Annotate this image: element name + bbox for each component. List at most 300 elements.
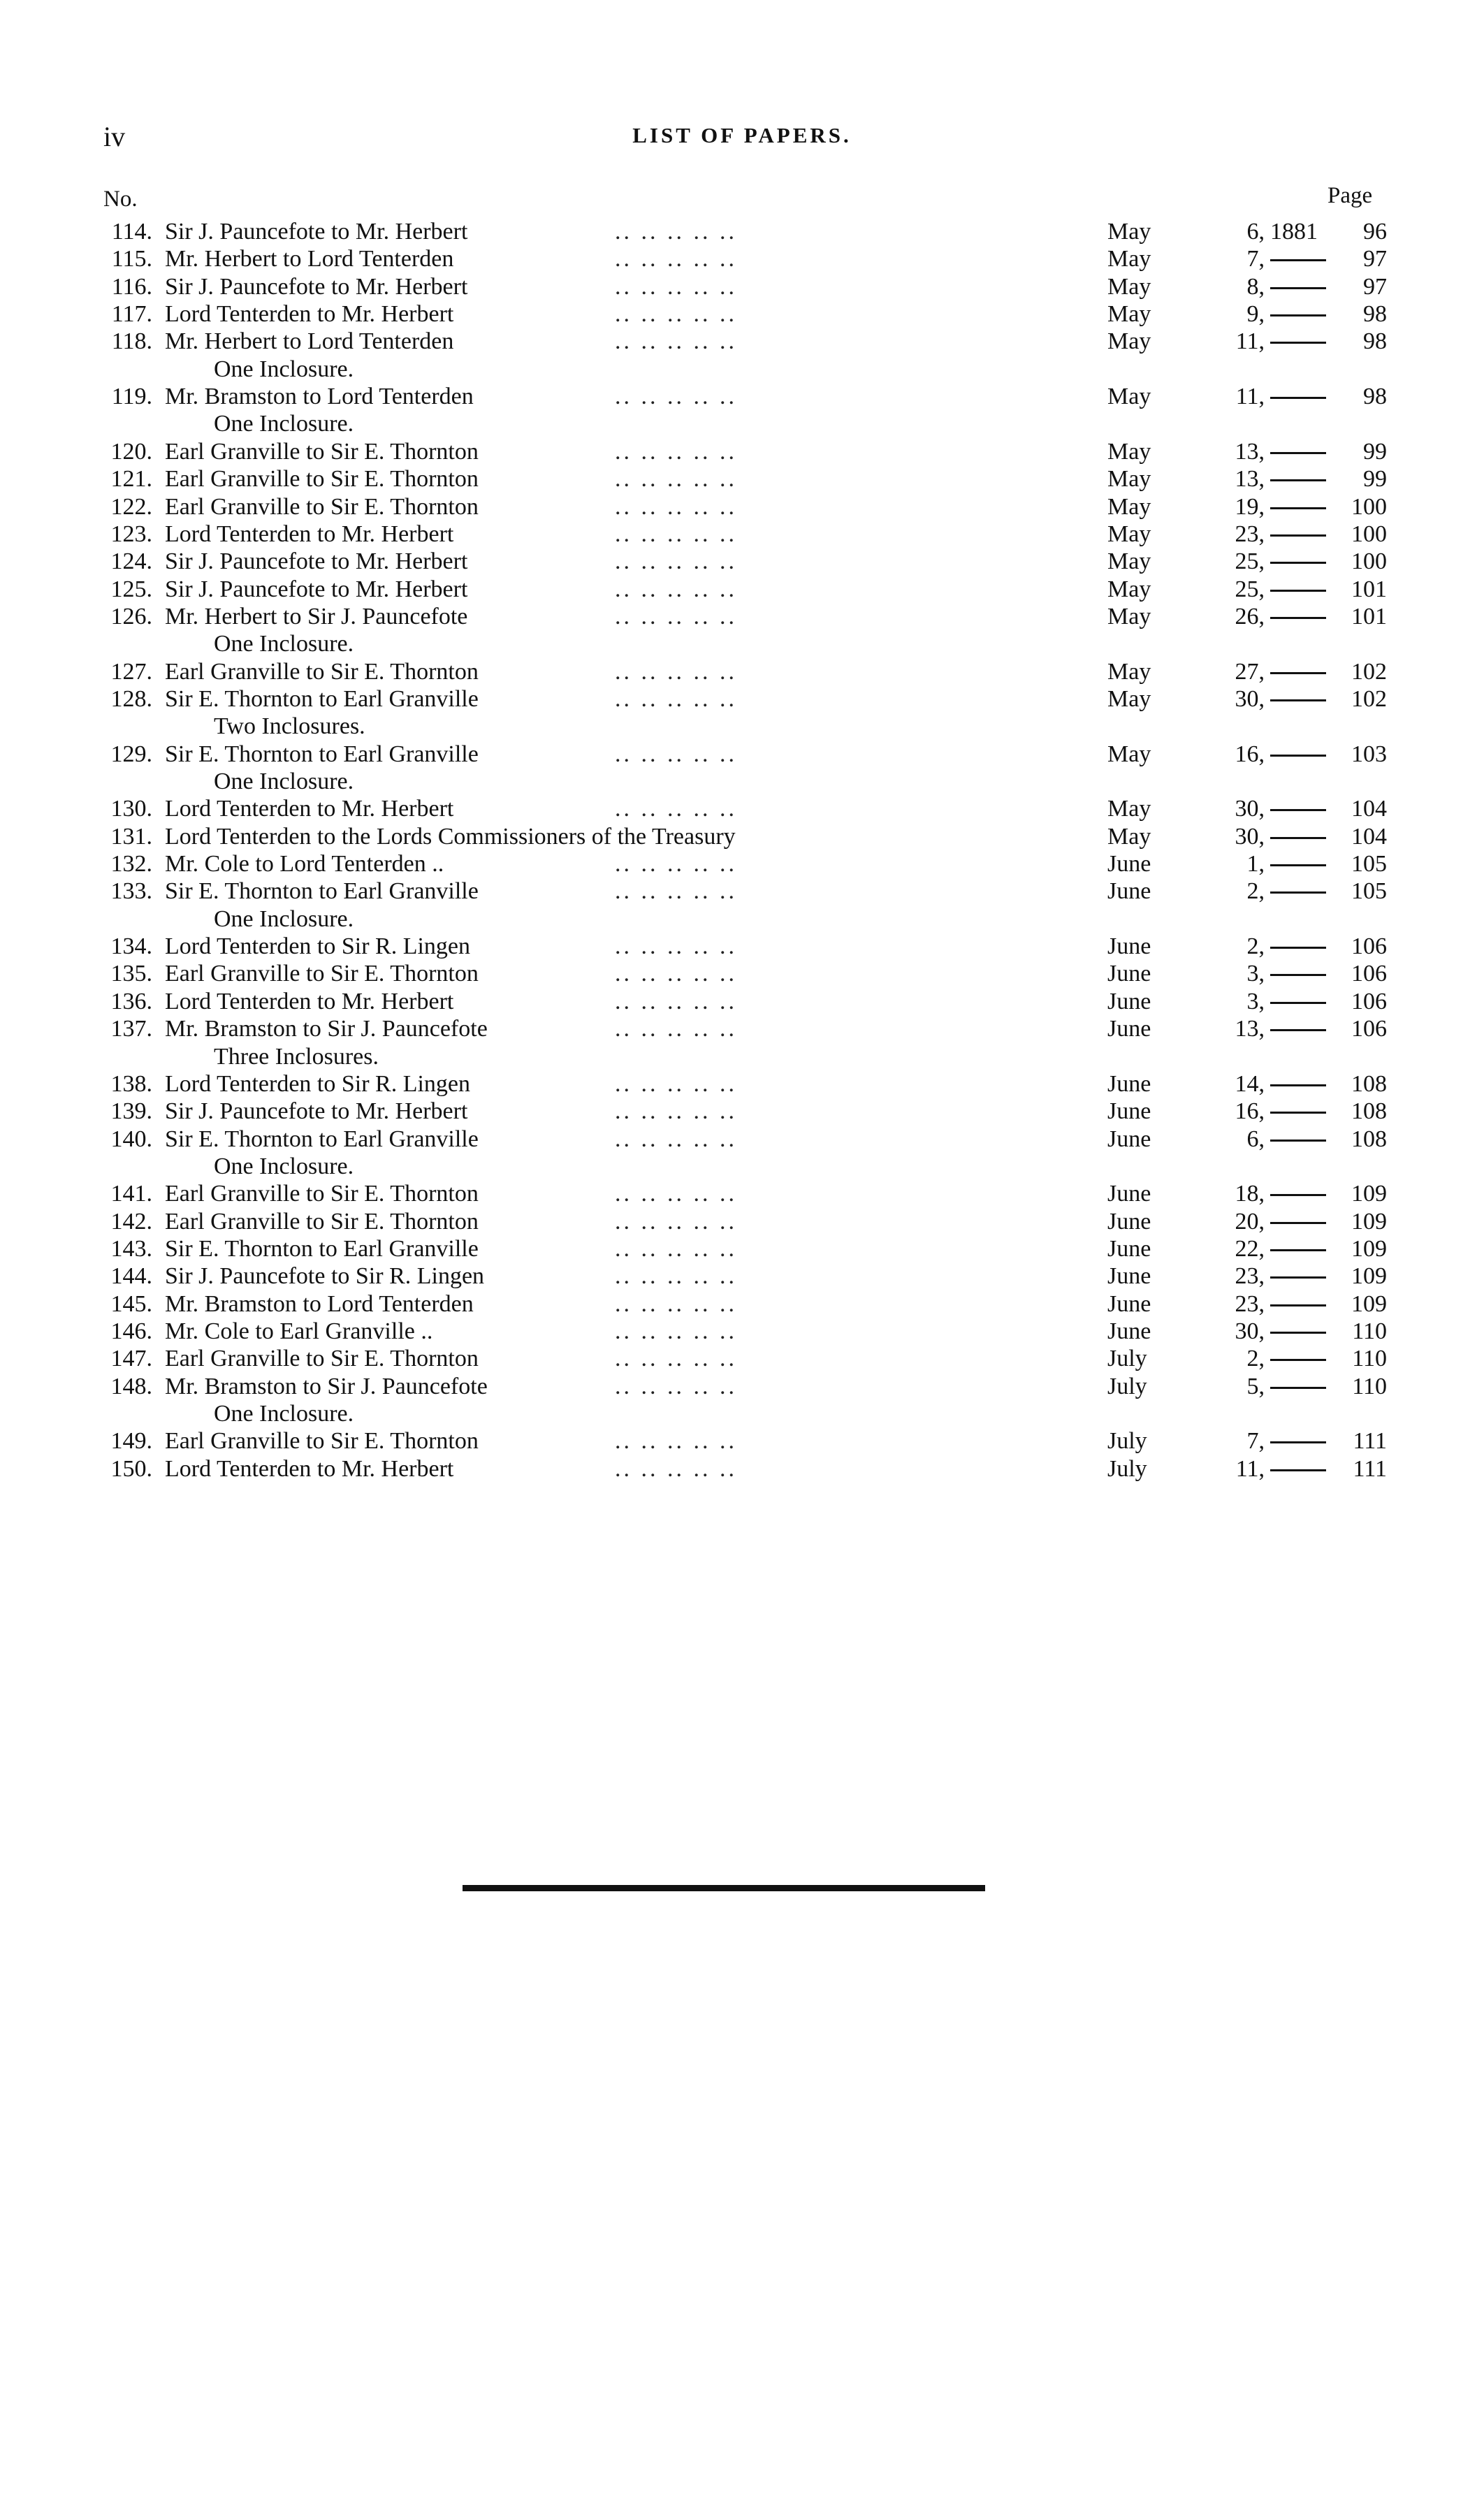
list-item [0,548,1484,576]
ditto-dash [1270,479,1326,481]
leader-dots: .. .. .. .. .. [615,438,737,465]
list-item [0,300,1484,328]
inclosure-text: One Inclosure. [214,1401,354,1427]
leader-dots: .. .. .. .. .. [615,1373,737,1399]
inclosure-note [0,1153,1484,1181]
entry-description: Lord Tenterden to Sir R. Lingen [165,1070,471,1097]
entry-description: Sir J. Pauncefote to Mr. Herbert [165,273,468,300]
entry-number: 134. [110,933,152,960]
entry-page: 99 [1363,438,1387,465]
leader-dots: .. .. .. .. .. [615,246,737,272]
entry-month: May [1107,685,1151,712]
ditto-dash [1270,617,1326,619]
leader-dots: .. .. .. .. .. [615,328,737,355]
entry-month: July [1107,1373,1147,1399]
leader-dots: .. .. .. .. .. [615,273,737,300]
page-title: LIST OF PAPERS. [632,123,852,147]
leader-dots: .. .. .. .. .. [615,961,737,987]
entry-number: 141. [110,1181,152,1207]
leader-dots: .. .. .. .. .. [615,1016,737,1042]
ditto-dash [1270,699,1326,701]
entry-day: 25, [1235,548,1265,575]
entry-page: 110 [1352,1346,1387,1372]
ditto-dash [1270,1387,1326,1389]
ditto-dash [1270,672,1326,674]
entry-month: June [1107,988,1151,1014]
leader-dots: .. .. .. .. .. [615,1263,737,1290]
list-item [0,960,1484,988]
entry-page: 108 [1351,1098,1387,1125]
entry-page: 110 [1352,1318,1387,1344]
entry-month: May [1107,548,1151,575]
inclosure-text: One Inclosure. [214,411,354,437]
ditto-dash [1270,314,1326,316]
entry-number: 143. [110,1235,152,1262]
entry-number: 150. [110,1455,152,1482]
entry-number: 123. [110,520,152,547]
entry-day: 19, [1235,493,1265,520]
entry-month: June [1107,1208,1151,1235]
list-item [0,1015,1484,1043]
entry-page: 108 [1351,1126,1387,1152]
entry-month: June [1107,1263,1151,1290]
ditto-dash [1270,534,1326,537]
entry-year: 1881 [1270,219,1318,245]
inclosure-text: One Inclosure. [214,905,354,932]
entry-month: May [1107,493,1151,520]
entry-page: 111 [1353,1455,1387,1482]
leader-dots: .. .. .. .. .. [615,878,737,905]
ditto-dash [1270,947,1326,949]
entry-page: 109 [1351,1208,1387,1235]
entry-page: 101 [1351,576,1387,602]
leader-dots: .. .. .. .. .. [615,301,737,328]
entry-page: 106 [1351,988,1387,1014]
entry-page: 102 [1351,658,1387,685]
entry-day: 14, [1235,1070,1265,1097]
inclosure-text: Two Inclosures. [214,713,365,740]
entry-number: 144. [110,1263,152,1290]
ditto-dash [1270,1029,1326,1031]
entry-description: Mr. Bramston to Sir J. Pauncefote [165,1373,488,1399]
leader-dots: .. .. .. .. .. [615,1428,737,1455]
ditto-dash [1270,507,1326,509]
entry-day: 8, [1246,273,1265,300]
entry-number: 137. [110,1016,152,1042]
ditto-dash [1270,1194,1326,1196]
entry-month: June [1107,1181,1151,1207]
list-item [0,1126,1484,1153]
ditto-dash [1270,1222,1326,1224]
entry-month: May [1107,741,1151,767]
entry-month: May [1107,219,1151,245]
entry-day: 18, [1235,1181,1265,1207]
leader-dots: .. .. .. .. .. [615,1181,737,1207]
list-item [0,823,1484,851]
entry-description: Sir J. Pauncefote to Mr. Herbert [165,219,468,245]
entry-day: 7, [1246,1428,1265,1455]
list-item [0,1180,1484,1208]
entry-month: May [1107,823,1151,850]
list-item [0,933,1484,961]
entry-day: 11, [1235,1455,1265,1482]
entry-month: May [1107,438,1151,465]
entry-number: 148. [110,1373,152,1399]
entry-number: 146. [110,1318,152,1344]
inclosure-note [0,768,1484,796]
inclosure-note [0,1043,1484,1071]
column-header-page: Page [1327,183,1373,208]
entry-number: 145. [110,1290,152,1317]
entry-number: 133. [110,878,152,905]
entry-number: 119. [111,384,152,410]
entry-month: May [1107,796,1151,822]
leader-dots: .. .. .. .. .. [615,933,737,960]
leader-dots: .. .. .. .. .. [615,1455,737,1482]
entry-number: 126. [110,603,152,629]
list-item [0,988,1484,1016]
entry-number: 116. [111,273,152,300]
entry-day: 22, [1235,1235,1265,1262]
entry-day: 25, [1235,576,1265,602]
entry-description: Lord Tenterden to Mr. Herbert [165,1455,454,1482]
entry-page: 97 [1363,246,1387,272]
entry-day: 3, [1246,961,1265,987]
ditto-dash [1270,1084,1326,1086]
entry-description: Mr. Bramston to Sir J. Pauncefote [165,1016,488,1042]
ditto-dash [1270,452,1326,454]
entry-month: June [1107,1290,1151,1317]
entry-day: 13, [1235,438,1265,465]
entry-description: Sir J. Pauncefote to Mr. Herbert [165,548,468,575]
entry-page: 102 [1351,685,1387,712]
entry-number: 139. [110,1098,152,1125]
entry-day: 30, [1235,1318,1265,1344]
entry-page: 103 [1351,741,1387,767]
entry-description: Earl Granville to Sir E. Thornton [165,1208,479,1235]
entry-month: May [1107,658,1151,685]
entry-page: 111 [1353,1428,1387,1455]
list-item [0,328,1484,356]
ditto-dash [1270,974,1326,976]
entry-description: Earl Granville to Sir E. Thornton [165,1346,479,1372]
ditto-dash [1270,1441,1326,1443]
list-item [0,1290,1484,1318]
entry-description: Sir J. Pauncefote to Mr. Herbert [165,576,468,602]
entry-day: 2, [1246,933,1265,960]
ditto-dash [1270,590,1326,592]
inclosure-text: One Inclosure. [214,1153,354,1179]
ditto-dash [1270,562,1326,564]
entry-description: Mr. Herbert to Sir J. Pauncefote [165,603,468,629]
entry-page: 105 [1351,878,1387,905]
entry-month: May [1107,301,1151,328]
entry-description: Earl Granville to Sir E. Thornton [165,961,479,987]
entry-day: 26, [1235,603,1265,629]
list-item [0,795,1484,823]
list-item [0,576,1484,604]
ditto-dash [1270,837,1326,839]
ditto-dash [1270,342,1326,344]
entry-month: July [1107,1428,1147,1455]
entry-month: May [1107,466,1151,493]
entry-day: 6, [1246,219,1265,245]
entry-description: Earl Granville to Sir E. Thornton [165,1181,479,1207]
list-item [0,493,1484,521]
closing-rule [463,1885,985,1891]
ditto-dash [1270,891,1326,894]
ditto-dash [1270,1359,1326,1361]
leader-dots: .. .. .. .. .. [615,219,737,245]
list-item [0,1098,1484,1126]
entry-number: 136. [110,988,152,1014]
entry-month: May [1107,273,1151,300]
list-item [0,1318,1484,1346]
inclosure-text: One Inclosure. [214,631,354,657]
entry-number: 147. [110,1346,152,1372]
list-item [0,1455,1484,1483]
leader-dots: .. .. .. .. .. [615,851,737,878]
entry-description: Sir E. Thornton to Earl Granville [165,1126,479,1152]
entry-description: Mr. Bramston to Lord Tenterden [165,1290,474,1317]
entry-description: Sir E. Thornton to Earl Granville [165,685,479,712]
entry-number: 115. [111,246,152,272]
leader-dots: .. .. .. .. .. [615,493,737,520]
entry-page: 106 [1351,1016,1387,1042]
entry-month: May [1107,603,1151,629]
leader-dots: .. .. .. .. .. [615,603,737,629]
entry-number: 149. [110,1428,152,1455]
inclosure-text: Three Inclosures. [214,1043,379,1070]
entry-day: 30, [1235,796,1265,822]
ditto-dash [1270,1469,1326,1471]
entry-description: Mr. Herbert to Lord Tenterden [165,246,454,272]
entry-month: June [1107,1235,1151,1262]
entry-day: 23, [1235,1263,1265,1290]
inclosure-text: One Inclosure. [214,356,354,382]
entry-description: Lord Tenterden to Mr. Herbert [165,988,454,1014]
entry-day: 2, [1246,1346,1265,1372]
list-item [0,465,1484,493]
entry-day: 5, [1246,1373,1265,1399]
entry-month: May [1107,328,1151,355]
entry-description: Sir E. Thornton to Earl Granville [165,878,479,905]
entry-month: June [1107,878,1151,905]
entry-number: 142. [110,1208,152,1235]
entry-page: 106 [1351,961,1387,987]
list-item [0,1070,1484,1098]
list-item [0,685,1484,713]
entry-page: 96 [1363,219,1387,245]
leader-dots: .. .. .. .. .. [615,1098,737,1125]
entry-month: June [1107,1318,1151,1344]
inclosure-text: One Inclosure. [214,769,354,794]
ditto-dash [1270,1304,1326,1306]
entry-number: 130. [110,796,152,822]
list-item [0,878,1484,905]
entry-day: 30, [1235,823,1265,850]
entry-page: 109 [1351,1235,1387,1262]
entry-day: 13, [1235,1016,1265,1042]
list-item [0,741,1484,769]
entry-day: 27, [1235,658,1265,685]
list-item [0,1235,1484,1263]
entry-page: 108 [1351,1070,1387,1097]
list-item [0,218,1484,246]
entry-description: Mr. Cole to Earl Granville .. [165,1318,433,1344]
leader-dots: .. .. .. .. .. [615,988,737,1014]
entry-number: 120. [110,438,152,465]
entry-page: 97 [1363,273,1387,300]
entry-day: 1, [1246,851,1265,878]
inclosure-note [0,713,1484,741]
inclosure-note [0,1400,1484,1428]
entry-page: 99 [1363,466,1387,493]
entry-number: 127. [110,658,152,685]
ditto-dash [1270,397,1326,399]
ditto-dash [1270,864,1326,866]
entry-description: Mr. Cole to Lord Tenterden .. [165,851,444,878]
entry-description: Earl Granville to Sir E. Thornton [165,1428,479,1455]
entry-day: 20, [1235,1208,1265,1235]
entry-page: 100 [1351,493,1387,520]
leader-dots: .. .. .. .. .. [615,685,737,712]
ditto-dash [1270,755,1326,757]
entry-day: 7, [1246,246,1265,272]
entry-page: 106 [1351,933,1387,960]
entry-number: 129. [110,741,152,767]
entry-day: 9, [1246,301,1265,328]
entry-number: 117. [111,301,152,328]
entry-page: 105 [1351,851,1387,878]
ditto-dash [1270,809,1326,811]
entry-month: May [1107,384,1151,410]
list-item [0,1345,1484,1373]
entry-day: 3, [1246,988,1265,1014]
list-item [0,1262,1484,1290]
leader-dots: .. .. .. .. .. [615,796,737,822]
entry-number: 140. [110,1126,152,1152]
entry-description: Mr. Herbert to Lord Tenterden [165,328,454,355]
leader-dots: .. .. .. .. .. [615,658,737,685]
entry-day: 11, [1235,384,1265,410]
entry-number: 122. [110,493,152,520]
inclosure-note [0,905,1484,933]
entry-page: 104 [1351,796,1387,822]
entry-page: 100 [1351,548,1387,575]
entry-page: 98 [1363,384,1387,410]
entry-month: May [1107,576,1151,602]
list-item [0,520,1484,548]
entry-number: 114. [111,219,152,245]
inclosure-note [0,356,1484,384]
entry-description: Earl Granville to Sir E. Thornton [165,658,479,685]
entry-number: 138. [110,1070,152,1097]
entry-number: 125. [110,576,152,602]
entry-description: Sir J. Pauncefote to Sir R. Lingen [165,1263,485,1290]
ditto-dash [1270,1112,1326,1114]
entry-day: 11, [1235,328,1265,355]
leader-dots: .. .. .. .. .. [615,1070,737,1097]
ditto-dash [1270,287,1326,289]
entry-month: May [1107,246,1151,272]
leader-dots: .. .. .. .. .. [615,1346,737,1372]
entry-month: June [1107,961,1151,987]
entry-description: Sir E. Thornton to Earl Granville [165,741,479,767]
entry-page: 110 [1352,1373,1387,1399]
leader-dots: .. .. .. .. .. [615,1235,737,1262]
entry-number: 121. [110,466,152,493]
entry-number: 135. [110,961,152,987]
entry-number: 118. [111,328,152,355]
leader-dots: .. .. .. .. .. [615,548,737,575]
ditto-dash [1270,1276,1326,1279]
entry-description: Sir J. Pauncefote to Mr. Herbert [165,1098,468,1125]
entry-month: June [1107,933,1151,960]
leader-dots: .. .. .. .. .. [615,384,737,410]
ditto-dash [1270,1332,1326,1334]
leader-dots: .. .. .. .. .. [615,1126,737,1152]
entry-page: 101 [1351,603,1387,629]
entry-page: 109 [1351,1290,1387,1317]
entry-number: 128. [110,685,152,712]
entry-description: Sir E. Thornton to Earl Granville [165,1235,479,1262]
entry-number: 124. [110,548,152,575]
list-item [0,273,1484,301]
entry-description: Lord Tenterden to Mr. Herbert [165,796,454,822]
entry-month: June [1107,1016,1151,1042]
entry-page: 109 [1351,1181,1387,1207]
leader-dots: .. .. .. .. .. [615,576,737,602]
entry-description: Earl Granville to Sir E. Thornton [165,466,479,493]
entry-month: June [1107,1098,1151,1125]
ditto-dash [1270,1140,1326,1142]
entry-day: 13, [1235,466,1265,493]
entry-month: July [1107,1346,1147,1372]
entry-page: 98 [1363,328,1387,355]
entry-month: May [1107,520,1151,547]
entry-number: 132. [110,851,152,878]
entry-month: July [1107,1455,1147,1482]
entry-month: June [1107,1126,1151,1152]
page-folio: iv [103,121,126,152]
leader-dots: .. .. .. .. .. [615,741,737,767]
entry-description: Earl Granville to Sir E. Thornton [165,493,479,520]
entry-page: 104 [1351,823,1387,850]
ditto-dash [1270,1002,1326,1004]
ditto-dash [1270,1249,1326,1251]
entry-description: Lord Tenterden to Mr. Herbert [165,301,454,328]
inclosure-note [0,630,1484,658]
entry-day: 16, [1235,741,1265,767]
list-item [0,1427,1484,1455]
list-item [0,850,1484,878]
entry-description: Earl Granville to Sir E. Thornton [165,438,479,465]
entry-description: Lord Tenterden to the Lords Commissioners of the Treasury [165,823,736,850]
entry-page: 100 [1351,520,1387,547]
leader-dots: .. .. .. .. .. [615,466,737,493]
list-item [0,438,1484,466]
leader-dots: .. .. .. .. .. [615,1290,737,1317]
entry-day: 30, [1235,685,1265,712]
entry-description: Mr. Bramston to Lord Tenterden [165,384,474,410]
entry-month: June [1107,1070,1151,1097]
column-header-number: No. [103,187,138,212]
entry-day: 2, [1246,878,1265,905]
entry-day: 6, [1246,1126,1265,1152]
inclosure-note [0,410,1484,438]
entry-day: 16, [1235,1098,1265,1125]
